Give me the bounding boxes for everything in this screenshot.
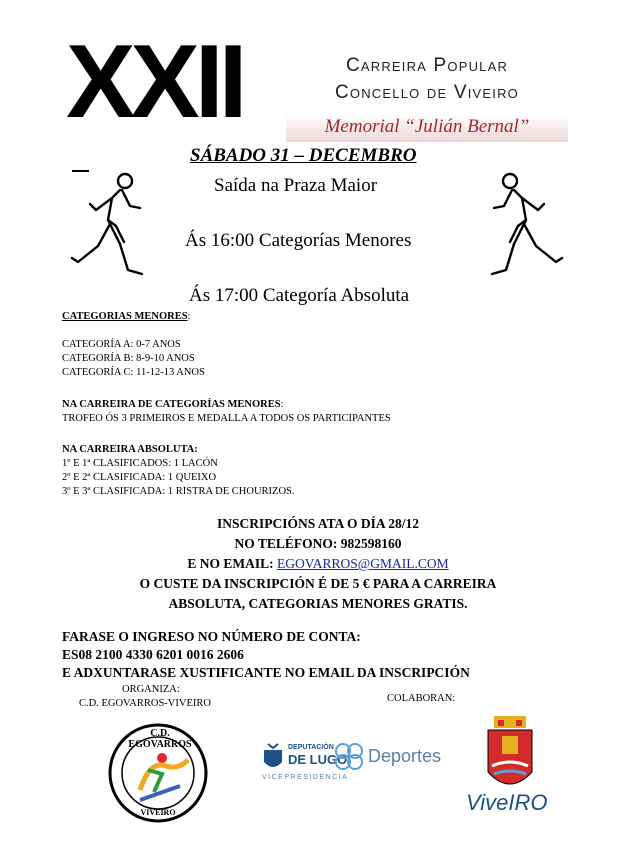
- memorial-title: Memorial “Julián Bernal”: [286, 114, 568, 142]
- time-absoluta: Ás 17:00 Categoría Absoluta: [189, 285, 410, 306]
- inscripcions-cost: O CUSTE DA INSCRIPCIÓN É DE 5 € PARA A CARREIRA: [139, 576, 497, 591]
- absoluta-prize-title: NA CARREIRA ABSOLUTA:: [62, 444, 198, 455]
- categorias-section: [62, 310, 205, 380]
- inscripcions-free: ABSOLUTA, CATEGORIAS MENORES GRATIS.: [168, 596, 468, 611]
- time-menores: Ás 16:00 Categorías Menores: [185, 230, 412, 251]
- categorias-title-colon: :: [187, 311, 191, 322]
- viveiro-logo-text: ViveIRO: [466, 790, 548, 815]
- account-section: [62, 628, 470, 682]
- deputacion-lugo-logo: [258, 740, 454, 790]
- absoluta-prize-1: 1º E 1ª CLASIFICADOS: 1 LACÓN: [62, 458, 218, 469]
- club-logo-bottom-text: VIVEIRO: [140, 808, 176, 817]
- menores-prize-title: NA CARREIRA DE CATEGORÍAS MENORES: [62, 399, 281, 410]
- inscripcions-phone: NO TELÉFONO: 982598160: [234, 536, 402, 551]
- organiza-label: ORGANIZA:: [122, 684, 180, 695]
- organiza-name: C.D. EGOVARROS-VIVEIRO: [79, 698, 211, 709]
- inscripcions-section: [0, 514, 636, 614]
- categorias-title: [62, 310, 205, 324]
- categoria-b: CATEGORÍA B: 8-9-10 ANOS: [62, 353, 195, 364]
- club-logo-top-text: C.D. EGOVARROS: [128, 728, 192, 750]
- race-title-line2: Concello de Viveiro: [334, 82, 519, 103]
- deputacion-text-1: DEPUTACIÓN: [288, 744, 334, 751]
- runner-left-icon: [68, 170, 168, 290]
- menores-prize-text: TROFEO ÓS 3 PRIMEIROS E MEDALLA A TODOS OS PARTICIPANTES: [62, 413, 391, 424]
- account-proof-note: E ADXUNTARASE XUSTIFICANTE NO EMAIL DA INSCRIPCIÓN: [62, 665, 470, 680]
- club-logo: [104, 720, 216, 826]
- inscripcions-email-prefix: E NO EMAIL:: [187, 556, 278, 571]
- account-number: ES08 2100 4330 6201 0016 2606: [62, 647, 244, 662]
- race-title-banner: [286, 52, 568, 142]
- absoluta-prize-3: 3º E 3ª CLASIFICADA: 1 RISTRA DE CHOURIZOS.: [62, 486, 295, 497]
- inscripcions-email-line: [0, 554, 636, 574]
- deputacion-text-2: DE LUGO: [288, 752, 348, 767]
- categoria-c: CATEGORÍA C: 11-12-13 ANOS: [62, 367, 205, 378]
- start-location: Saída na Praza Maior: [214, 175, 378, 196]
- colaboran-label: COLABORAN:: [387, 693, 456, 704]
- deportes-text: Deportes: [368, 746, 442, 766]
- club-logo-head-icon: [157, 753, 167, 763]
- menores-prize-colon: :: [280, 399, 284, 410]
- vicepresidencia-text: VICEPRESIDENCIA: [262, 774, 349, 781]
- edition-numeral: XXII: [66, 24, 243, 140]
- account-instruction: FARASE O INGRESO NO NÚMERO DE CONTA:: [62, 629, 361, 644]
- race-title-line1: Carreira Popular: [345, 55, 509, 76]
- deportes-rings-icon: [334, 742, 364, 770]
- email-link[interactable]: EGOVARROS@GMAIL.COM: [277, 556, 449, 571]
- absoluta-prize-section: [62, 443, 295, 499]
- inscripcions-deadline: INSCRIPCIÓNS ATA O DÍA 28/12: [216, 516, 420, 531]
- menores-prize-section: [62, 398, 391, 426]
- categoria-a: CATEGORÍA A: 0-7 ANOS: [62, 339, 181, 350]
- categorias-title-text: CATEGORIAS MENORES: [62, 311, 188, 322]
- absoluta-prize-2: 2º E 2ª CLASIFICADA: 1 QUEIXO: [62, 472, 217, 483]
- runner-right-icon: [470, 170, 570, 290]
- event-date: SÁBADO 31 – DECEMBRO: [190, 145, 417, 166]
- lugo-crest-icon: [262, 742, 284, 772]
- viveiro-coat-of-arms-icon: [484, 714, 536, 796]
